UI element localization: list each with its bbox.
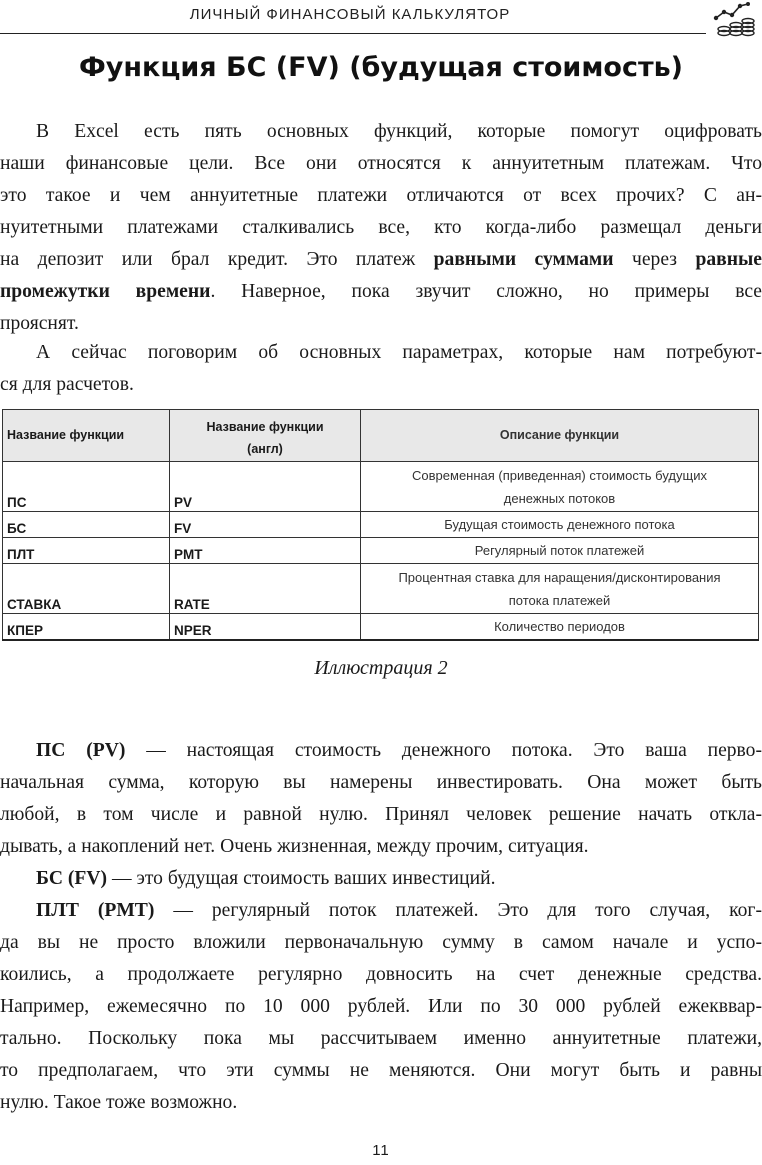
text-line: А сейчас поговорим об основных параметрах, которые нам потребуют- bbox=[36, 342, 762, 363]
section-heading: Функция БС (FV) (будущая стоимость) bbox=[78, 52, 684, 83]
text-line: нулю. Такое тоже возможно. bbox=[0, 1092, 238, 1113]
term-fv: БС (FV) bbox=[36, 868, 108, 889]
text-line: Например, ежемесячно по 10 000 рублей. Или по 30 000 рублей ежекввар- bbox=[0, 996, 762, 1017]
text-line: это такое и чем аннуитетные платежи отличаются от всех прочих? С ан- bbox=[0, 185, 762, 206]
header-eng: Название функции (англ) bbox=[170, 410, 361, 462]
page-number: 11 bbox=[372, 1142, 390, 1159]
text-line: коились, а продолжаете регулярно довносить на счет денежные средства. bbox=[0, 964, 762, 985]
table-header-row bbox=[3, 410, 759, 462]
functions-table bbox=[2, 409, 759, 641]
table-row: ПЛТ PMT Регулярный поток платежей bbox=[3, 538, 759, 564]
table-row: БС FV Будущая стоимость денежного потока bbox=[3, 512, 759, 538]
bold-phrase: промежутки времени bbox=[0, 281, 211, 302]
text-line: наши финансовые цели. Все они относятся к аннуитетным платежам. Что bbox=[0, 153, 762, 174]
pmt-paragraph bbox=[0, 895, 762, 1119]
text-line: ся для расчетов. bbox=[0, 374, 134, 395]
text-line: ПЛТ (PMT) — регулярный поток платежей. Это для того случая, ког- bbox=[36, 900, 762, 921]
text-line: начальная сумма, которую вы намерены инвестировать. Она может быть bbox=[0, 772, 762, 793]
fv-paragraph bbox=[0, 863, 762, 895]
term-pv: ПС (PV) bbox=[36, 740, 126, 761]
text-line: промежутки времени. Наверное, пока звучит сложно, но примеры все bbox=[0, 281, 762, 302]
header-desc: Описание функции bbox=[361, 410, 759, 462]
running-header bbox=[0, 0, 762, 40]
header-rule bbox=[0, 33, 706, 34]
term-pmt: ПЛТ (PMT) bbox=[36, 900, 155, 921]
text-line: ПС (PV) — настоящая стоимость денежного потока. Это ваша перво- bbox=[36, 740, 762, 761]
header-title: ЛИЧНЫЙ ФИНАНСОВЫЙ КАЛЬКУЛЯТОР bbox=[189, 6, 511, 23]
params-paragraph bbox=[0, 337, 762, 401]
figure-caption: Иллюстрация 2 bbox=[314, 657, 448, 679]
text-line: БС (FV) — это будущая стоимость ваших инвестиций. bbox=[36, 868, 496, 889]
intro-paragraph bbox=[0, 116, 762, 340]
table-row: СТАВКА RATE Процентная ставка для наращения/дисконтирования потока платежей bbox=[3, 564, 759, 614]
text-line: любой, в том числе и равной нулю. Принял человек решение начать откла- bbox=[0, 804, 762, 825]
table-row: ПС PV Современная (приведенная) стоимость будущих денежных потоков bbox=[3, 462, 759, 512]
text-line: да вы не просто вложили первоначальную сумму в самом начале и успо- bbox=[0, 932, 762, 953]
text-line: на депозит или брал кредит. Это платеж равными суммами через равные bbox=[0, 249, 762, 270]
text-line: В Excel есть пять основных функций, которые помогут оцифровать bbox=[36, 121, 762, 142]
coins-growth-icon bbox=[712, 2, 756, 38]
bold-phrase: равными суммами bbox=[433, 249, 614, 270]
text-line: нуитетными платежами сталкивались все, кто когда-либо размещал деньги bbox=[0, 217, 762, 238]
text-line: прояснят. bbox=[0, 313, 79, 334]
pv-paragraph bbox=[0, 735, 762, 863]
header-name: Название функции bbox=[3, 410, 170, 462]
bold-phrase: равные bbox=[695, 249, 762, 270]
text-line: то предполагаем, что эти суммы не меняются. Они могут быть и равны bbox=[0, 1060, 762, 1081]
text-line: дывать, а накоплений нет. Очень жизненная, между прочим, ситуация. bbox=[0, 836, 589, 857]
table-row: КПЕР NPER Количество периодов bbox=[3, 614, 759, 641]
text-line: тально. Поскольку пока мы рассчитываем именно аннуитетные платежи, bbox=[0, 1028, 762, 1049]
